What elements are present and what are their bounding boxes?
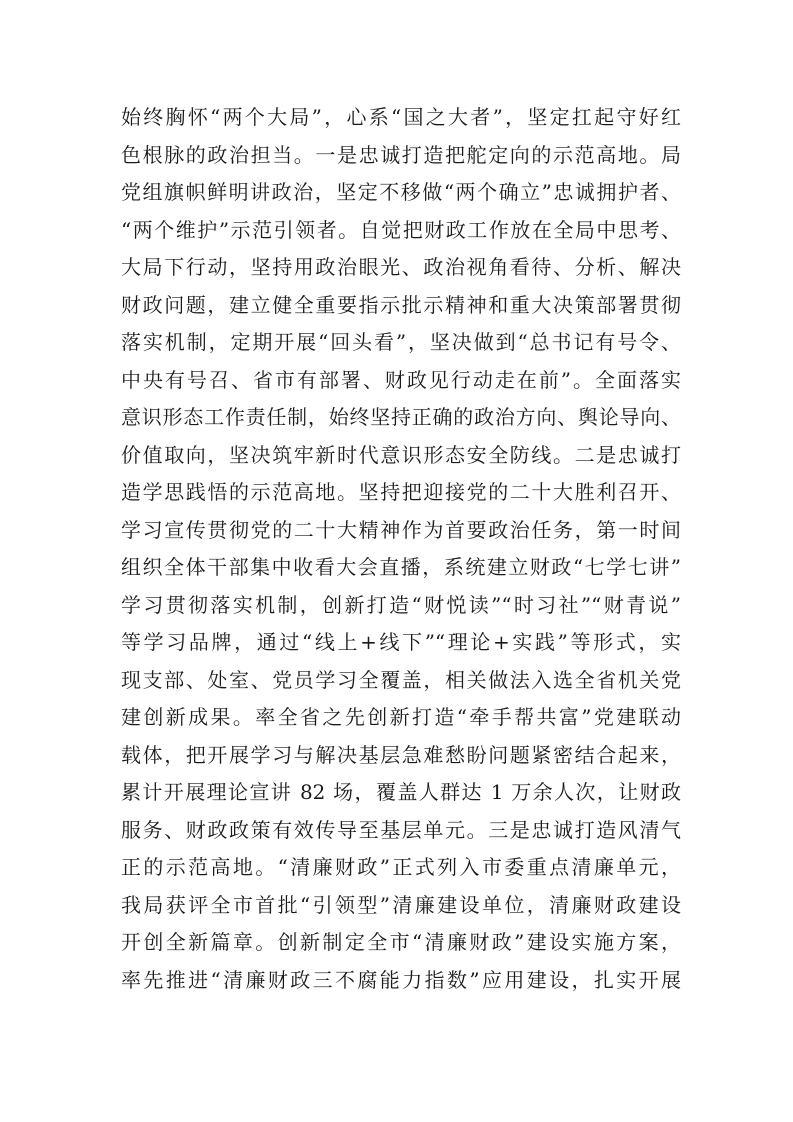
text-line: 率先推进“清廉财政三不腐能力指数”应用建设，扎实开展 [121, 967, 681, 992]
text-line: 造学思践悟的示范高地。坚持把迎接党的二十大胜利召开、 [121, 480, 681, 504]
text-line: 色根脉的政治担当。一是忠诚打造把舵定向的示范高地。局 [121, 142, 681, 167]
text-line: 财政问题，建立健全重要指示批示精神和重大决策部署贯彻 [121, 292, 681, 317]
text-line: 开创全新篇章。创新制定全市“清廉财政”建设实施方案， [121, 930, 681, 954]
text-line: 建创新成果。率全省之先创新打造“牵手帮共富”党建联动 [121, 705, 681, 729]
text-line: 落实机制，定期开展“回头看”，坚决做到“总书记有号令、 [121, 330, 681, 354]
body-text [121, 99, 681, 999]
text-line: 学习宣传贯彻党的二十大精神作为首要政治任务，第一时间 [121, 517, 681, 542]
text-line: 现支部、处室、党员学习全覆盖，相关做法入选全省机关党 [121, 667, 681, 692]
text-line: 服务、财政政策有效传导至基层单元。三是忠诚打造风清气 [121, 817, 681, 842]
text-line: “两个维护”示范引领者。自觉把财政工作放在全局中思考、 [121, 217, 681, 242]
text-line: 我局获评全市首批“引领型”清廉建设单位，清廉财政建设 [121, 892, 681, 917]
text-line: 价值取向，坚决筑牢新时代意识形态安全防线。二是忠诚打 [121, 442, 681, 467]
text-line: 累计开展理论宣讲 82 场，覆盖人群达 1 万余人次，让财政 [121, 780, 681, 804]
text-line: 组织全体干部集中收看大会直播，系统建立财政“七学七讲” [121, 555, 681, 579]
text-line: 等学习品牌，通过“线上+线下”“理论+实践”等形式，实 [121, 630, 681, 654]
text-line: 载体，把开展学习与解决基层急难愁盼问题紧密结合起来， [121, 742, 681, 767]
text-line: 党组旗帜鲜明讲政治，坚定不移做“两个确立”忠诚拥护者、 [121, 180, 681, 204]
text-line: 始终胸怀“两个大局”，心系“国之大者”，坚定扛起守好红 [121, 105, 681, 129]
text-line: 大局下行动，坚持用政治眼光、政治视角看待、分析、解决 [121, 255, 681, 279]
text-line: 正的示范高地。“清廉财政”正式列入市委重点清廉单元， [121, 855, 681, 879]
text-line: 学习贯彻落实机制，创新打造“财悦读”“时习社”“财青说” [121, 592, 681, 617]
text-line: 中央有号召、省市有部署、财政见行动走在前”。全面落实 [121, 367, 681, 392]
text-line: 意识形态工作责任制，始终坚持正确的政治方向、舆论导向、 [121, 405, 681, 429]
